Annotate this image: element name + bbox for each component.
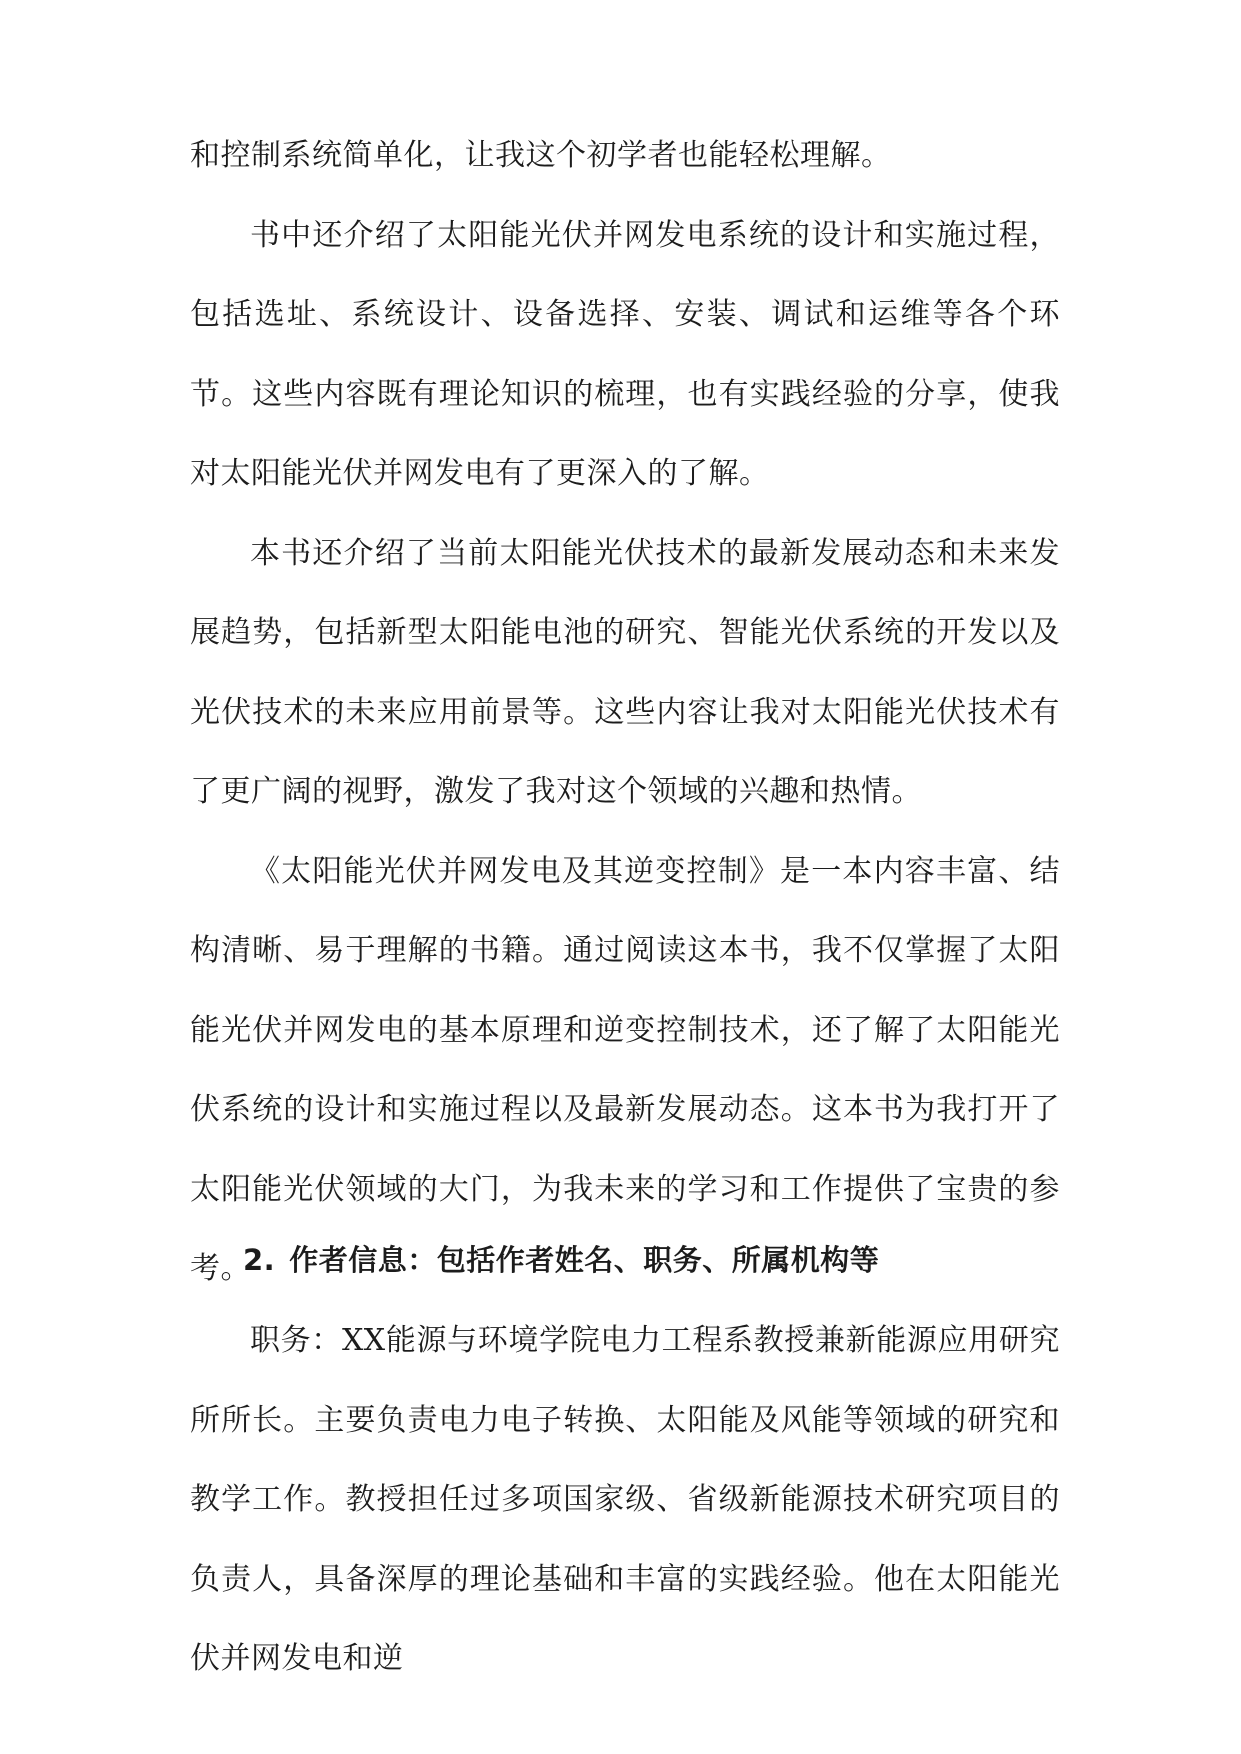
body-text-top	[190, 116, 1060, 1309]
paragraph-book-summary: 《太阳能光伏并网发电及其逆变控制》是一本内容丰富、结构清晰、易于理解的书籍。通过阅读这本书，我不仅掌握了太阳能光伏并网发电的基本原理和逆变控制技术，还了解了太阳能光伏系统的设计和实施过程以及最新发展动态。这本书为我打开了太阳能光伏领域的大门，为我未来的学习和工作提供了宝贵的参考。	[190, 853, 1060, 1286]
paragraph-continuation: 和控制系统简单化，让我这个初学者也能轻松理解。	[190, 138, 892, 173]
section-number: 2.	[243, 1243, 276, 1277]
paragraph-development-trends: 本书还介绍了当前太阳能光伏技术的最新发展动态和未来发展趋势，包括新型太阳能电池的研究、智能光伏系统的开发以及光伏技术的未来应用前景等。这些内容让我对太阳能光伏技术有了更广阔的视野，激发了我对这个领域的兴趣和热情。	[190, 535, 1060, 809]
paragraph-design-process: 书中还介绍了太阳能光伏并网发电系统的设计和实施过程，包括选址、系统设计、设备选择、安装、调试和运维等各个环节。这些内容既有理论知识的梳理，也有实践经验的分享，使我对太阳能光伏并网发电有了更深入的了解。	[190, 217, 1060, 491]
body-text-author	[190, 1301, 1060, 1699]
paragraph-author-info: 职务：XX能源与环境学院电力工程系教授兼新能源应用研究所所长。主要负责电力电子转换、太阳能及风能等领域的研究和教学工作。教授担任过多项国家级、省级新能源技术研究项目的负责人，具备深厚的理论基础和丰富的实践经验。他在太阳能光伏并网发电和逆	[190, 1323, 1060, 1676]
section-title: 作者信息：包括作者姓名、职务、所属机构等	[289, 1243, 880, 1277]
section-heading	[243, 1230, 879, 1290]
